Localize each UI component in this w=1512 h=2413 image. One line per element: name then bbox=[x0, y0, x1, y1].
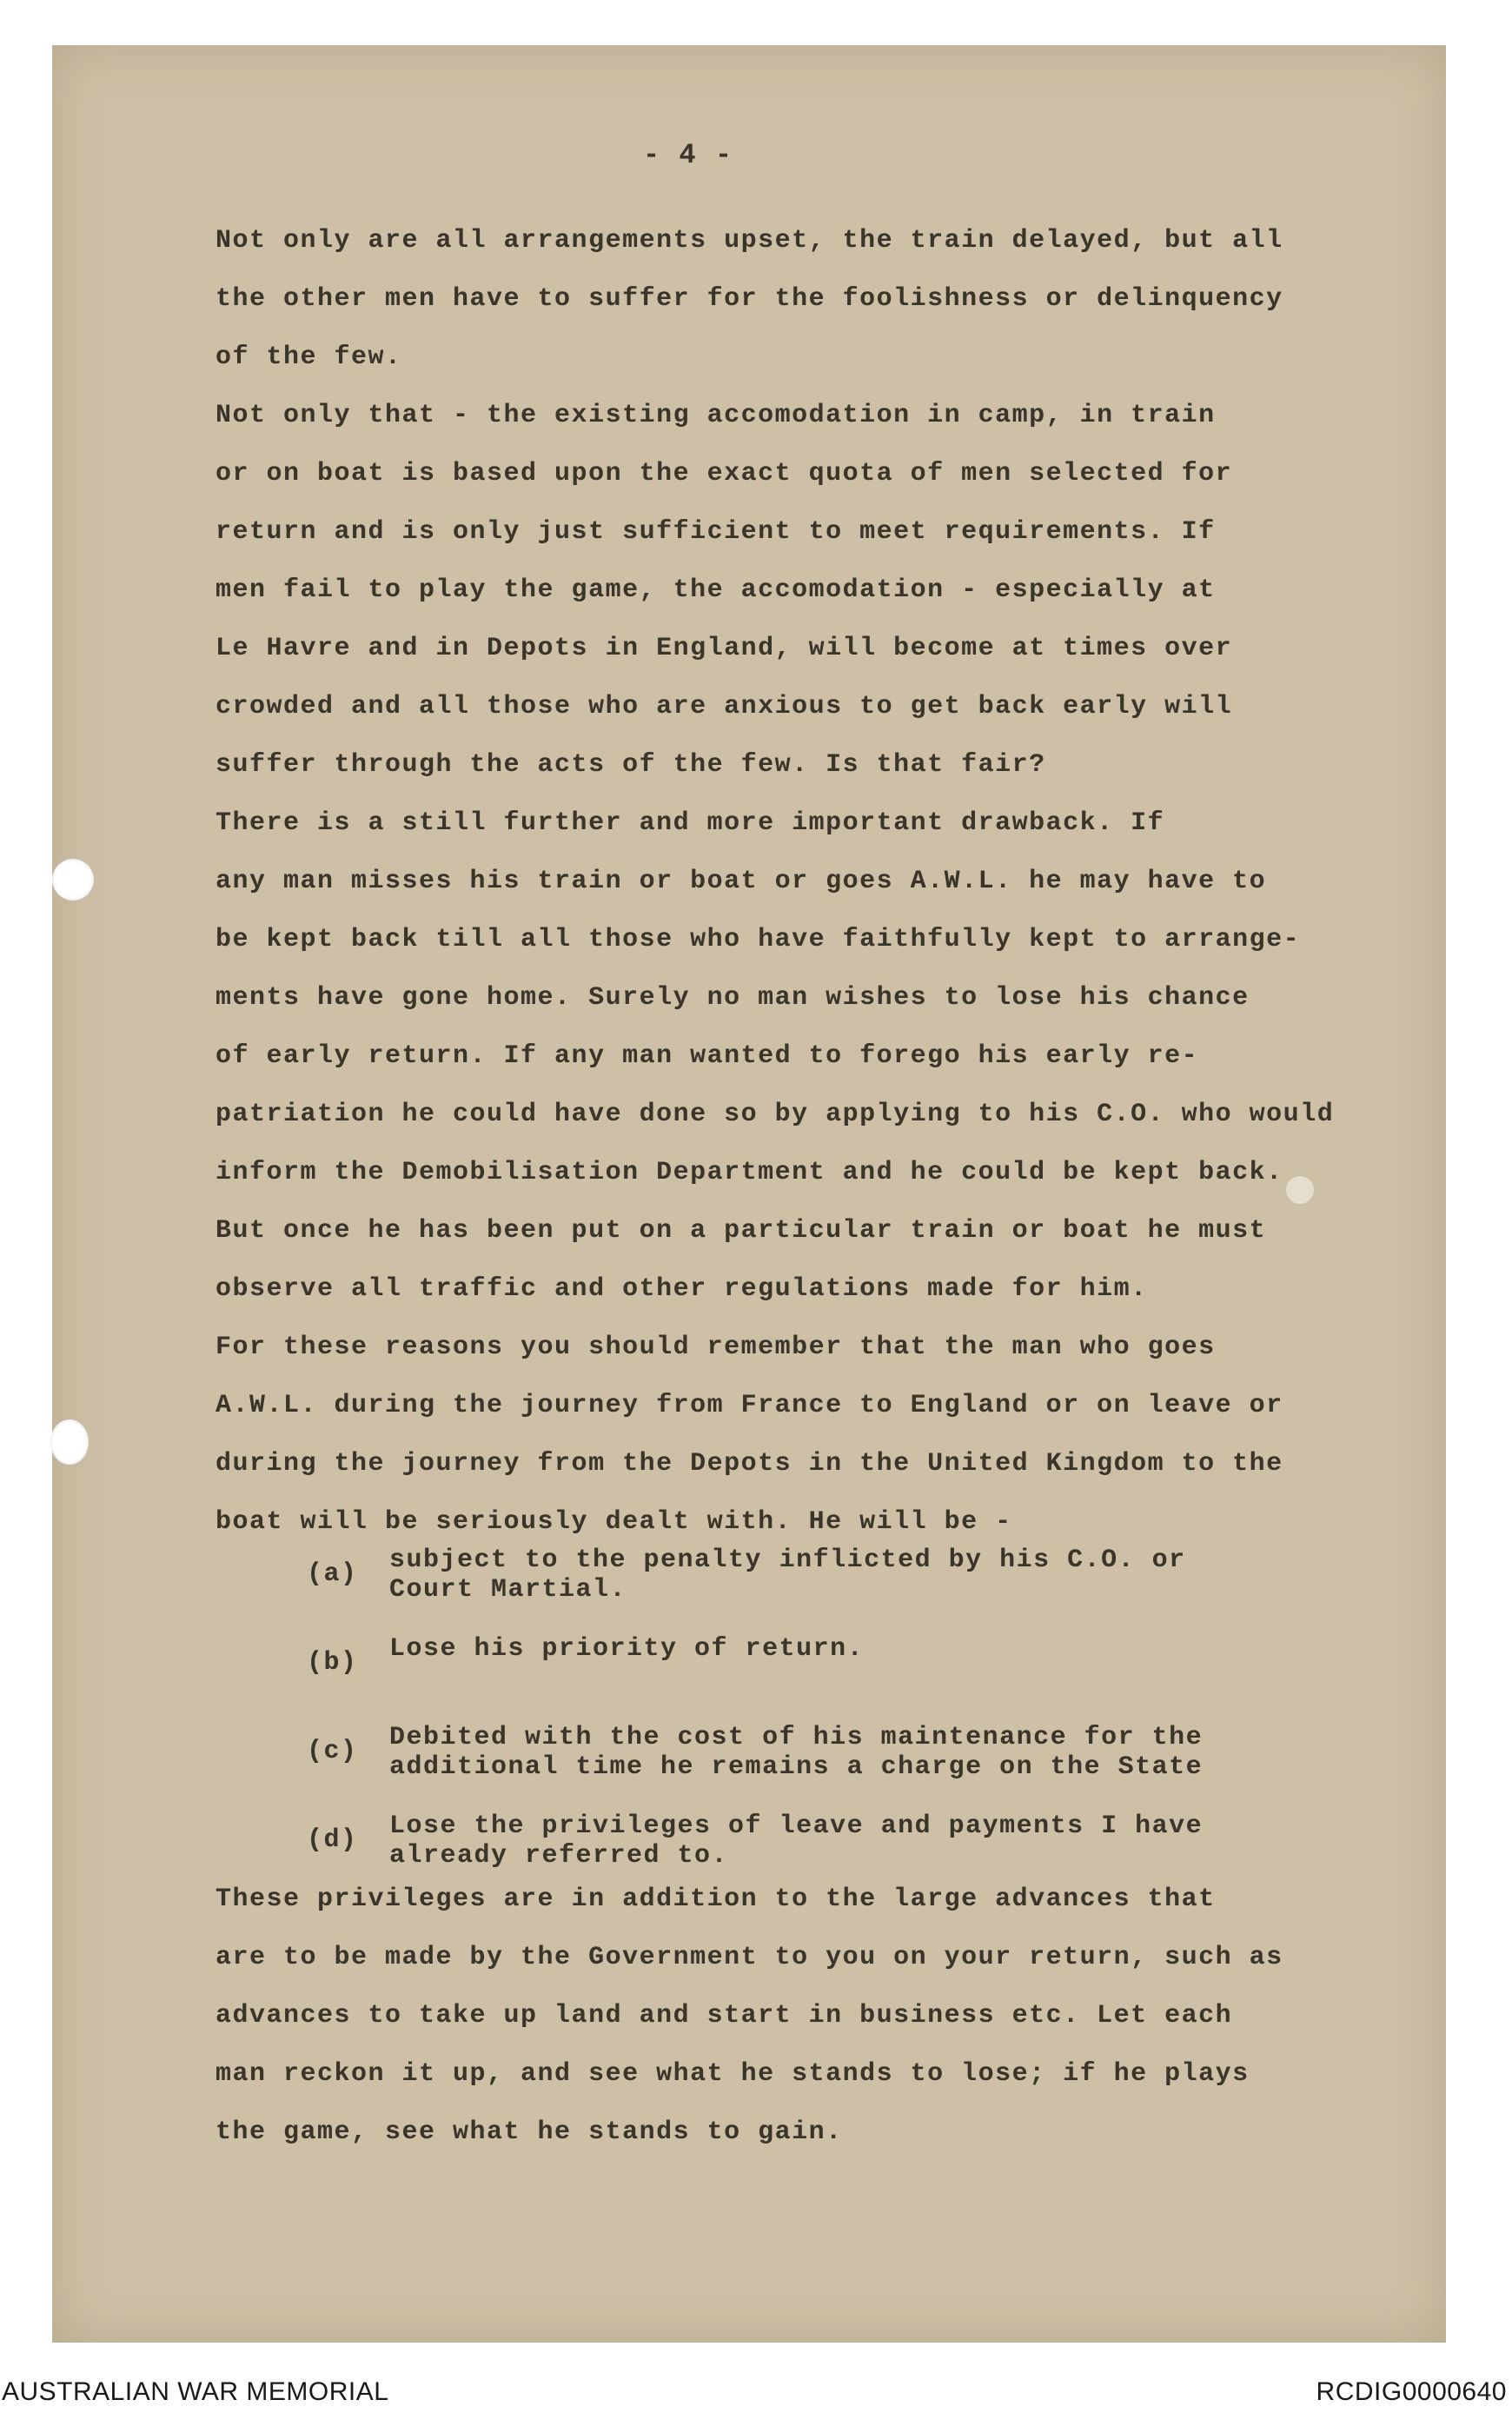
text-line: crowded and all those who are anxious to get back early will bbox=[216, 692, 1233, 721]
text-line: additional time he remains a charge on the State bbox=[389, 1752, 1204, 1782]
list-item-text bbox=[389, 1723, 1203, 1782]
text-line: of early return. If any man wanted to forego his early re- bbox=[216, 1041, 1199, 1071]
text-line: Lose the privileges of leave and payments I have bbox=[389, 1811, 1204, 1841]
text-line: A.W.L. during the journey from France to England or on leave or bbox=[216, 1391, 1283, 1420]
text-line: are to be made by the Government to you on your return, such as bbox=[216, 1943, 1283, 1972]
text-line: the game, see what he stands to gain. bbox=[216, 2117, 843, 2147]
text-line: ments have gone home. Surely no man wishes to lose his chance bbox=[216, 983, 1250, 1013]
text-line: Not only that - the existing accomodation in camp, in train bbox=[216, 401, 1216, 430]
list-marker: (b) bbox=[307, 1648, 358, 1678]
punch-hole bbox=[50, 1419, 89, 1465]
list-item-text bbox=[389, 1811, 1203, 1871]
text-line: There is a still further and more important drawback. If bbox=[216, 808, 1165, 838]
archive-credit: AUSTRALIAN WAR MEMORIAL bbox=[2, 2377, 389, 2406]
text-line: during the journey from the Depots in the United Kingdom to the bbox=[216, 1449, 1283, 1479]
list-item bbox=[216, 1546, 1354, 1634]
text-line: of the few. bbox=[216, 342, 402, 372]
text-line: advances to take up land and start in business etc. Let each bbox=[216, 2001, 1233, 2031]
text-line: But once he has been put on a particular train or boat he must bbox=[216, 1216, 1267, 1246]
text-line: observe all traffic and other regulations made for him. bbox=[216, 1274, 1148, 1304]
body-text bbox=[216, 212, 1354, 1552]
page-number: - 4 - bbox=[643, 139, 733, 171]
text-line: Court Martial. bbox=[389, 1575, 627, 1605]
text-line: inform the Demobilisation Department and he could be kept back. bbox=[216, 1158, 1283, 1187]
list-marker: (d) bbox=[307, 1825, 358, 1855]
text-line: return and is only just sufficient to meet requirements. If bbox=[216, 517, 1216, 547]
text-line: the other men have to suffer for the foolishness or delinquency bbox=[216, 284, 1283, 314]
text-line bbox=[389, 1664, 864, 1693]
list-marker: (c) bbox=[307, 1737, 358, 1766]
text-line: any man misses his train or boat or goes A.W.L. he may have to bbox=[216, 867, 1267, 896]
list-item-text bbox=[389, 1634, 864, 1693]
text-line: patriation he could have done so by applying to his C.O. who would bbox=[216, 1100, 1335, 1129]
text-line: or on boat is based upon the exact quota of men selected for bbox=[216, 459, 1233, 489]
text-line: Debited with the cost of his maintenance for the bbox=[389, 1723, 1204, 1752]
text-line: For these reasons you should remember that the man who goes bbox=[216, 1333, 1216, 1362]
text-line: man reckon it up, and see what he stands to lose; if he plays bbox=[216, 2059, 1250, 2089]
list-marker: (a) bbox=[307, 1559, 358, 1589]
list-item bbox=[216, 1723, 1354, 1811]
text-line: These privileges are in addition to the large advances that bbox=[216, 1885, 1216, 1914]
text-line: already referred to. bbox=[389, 1841, 729, 1871]
punch-hole bbox=[52, 859, 94, 901]
text-line: suffer through the acts of the few. Is that fair? bbox=[216, 750, 1046, 780]
closing-paragraph bbox=[216, 1871, 1354, 2162]
text-line: Not only are all arrangements upset, the train delayed, but all bbox=[216, 226, 1283, 256]
list-item-text bbox=[389, 1546, 1186, 1605]
penalty-list bbox=[216, 1546, 1354, 1900]
text-line: subject to the penalty inflicted by his C.O. or bbox=[389, 1546, 1186, 1575]
list-item bbox=[216, 1634, 1354, 1723]
text-line: Lose his priority of return. bbox=[389, 1634, 865, 1664]
text-line: men fail to play the game, the accomodation - especially at bbox=[216, 575, 1216, 605]
text-line: boat will be seriously dealt with. He will be - bbox=[216, 1507, 1012, 1537]
text-line: be kept back till all those who have faithfully kept to arrange- bbox=[216, 925, 1301, 954]
text-line: Le Havre and in Depots in England, will become at times over bbox=[216, 634, 1233, 663]
record-id: RCDIG0000640 bbox=[1316, 2377, 1507, 2406]
